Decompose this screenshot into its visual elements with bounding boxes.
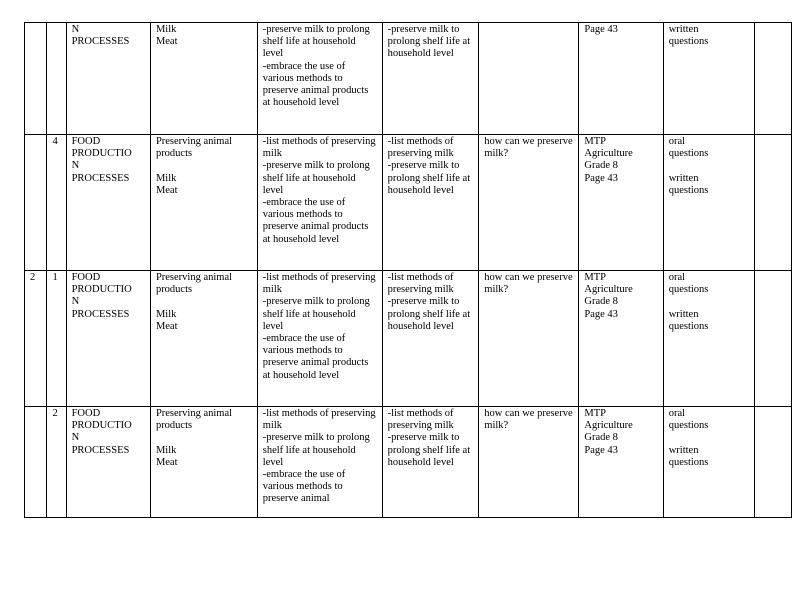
learning-experiences-cell: -list methods of preserving milk -preserve milk to prolong shelf life at household level <box>382 271 479 407</box>
learning-outcomes-cell: -preserve milk to prolong shelf life at household level -embrace the use of various methods to preserve animal products at household level <box>257 23 382 135</box>
learning-experiences-cell: -preserve milk to prolong shelf life at household level <box>382 23 479 135</box>
assessment-cell: oral questions written questions <box>663 135 754 271</box>
assessment-cell: oral questions written questions <box>663 407 754 518</box>
strand-cell: FOOD PRODUCTIO N PROCESSES <box>66 271 150 407</box>
key-inquiry-cell: how can we preserve milk? <box>479 135 579 271</box>
week-cell <box>25 23 47 135</box>
strand-cell: N PROCESSES <box>66 23 150 135</box>
resources-cell: MTP Agriculture Grade 8 Page 43 <box>579 135 663 271</box>
lesson-cell: 4 <box>47 135 66 271</box>
table-row <box>25 271 792 407</box>
key-inquiry-cell: how can we preserve milk? <box>479 271 579 407</box>
learning-outcomes-cell: -list methods of preserving milk -preserve milk to prolong shelf life at household level -embrace the use of various methods to preserve animal products at household level <box>257 271 382 407</box>
strand-cell: FOOD PRODUCTIO N PROCESSES <box>66 135 150 271</box>
assessment-cell: written questions <box>663 23 754 135</box>
learning-outcomes-cell: -list methods of preserving milk -preserve milk to prolong shelf life at household level -embrace the use of various methods to preserve animal products at household level <box>257 135 382 271</box>
remarks-cell <box>754 135 791 271</box>
strand-cell: FOOD PRODUCTIO N PROCESSES <box>66 407 150 518</box>
resources-cell: MTP Agriculture Grade 8 Page 43 <box>579 271 663 407</box>
sub-strand-cell: Preserving animal products Milk Meat <box>150 407 257 518</box>
resources-cell: Page 43 <box>579 23 663 135</box>
lesson-cell: 1 <box>47 271 66 407</box>
key-inquiry-cell: how can we preserve milk? <box>479 407 579 518</box>
week-cell <box>25 407 47 518</box>
scheme-of-work-table <box>24 22 792 518</box>
learning-experiences-cell: -list methods of preserving milk -preserve milk to prolong shelf life at household level <box>382 135 479 271</box>
assessment-cell: oral questions written questions <box>663 271 754 407</box>
learning-experiences-cell: -list methods of preserving milk -preserve milk to prolong shelf life at household level <box>382 407 479 518</box>
remarks-cell <box>754 23 791 135</box>
week-cell: 2 <box>25 271 47 407</box>
lesson-cell: 2 <box>47 407 66 518</box>
sub-strand-cell: Preserving animal products Milk Meat <box>150 135 257 271</box>
key-inquiry-cell <box>479 23 579 135</box>
table-row <box>25 23 792 135</box>
resources-cell: MTP Agriculture Grade 8 Page 43 <box>579 407 663 518</box>
learning-outcomes-cell: -list methods of preserving milk -preserve milk to prolong shelf life at household level -embrace the use of various methods to preserve animal <box>257 407 382 518</box>
remarks-cell <box>754 271 791 407</box>
table-row <box>25 135 792 271</box>
lesson-cell <box>47 23 66 135</box>
week-cell <box>25 135 47 271</box>
sub-strand-cell: Milk Meat <box>150 23 257 135</box>
remarks-cell <box>754 407 791 518</box>
table-row <box>25 407 792 518</box>
sub-strand-cell: Preserving animal products Milk Meat <box>150 271 257 407</box>
